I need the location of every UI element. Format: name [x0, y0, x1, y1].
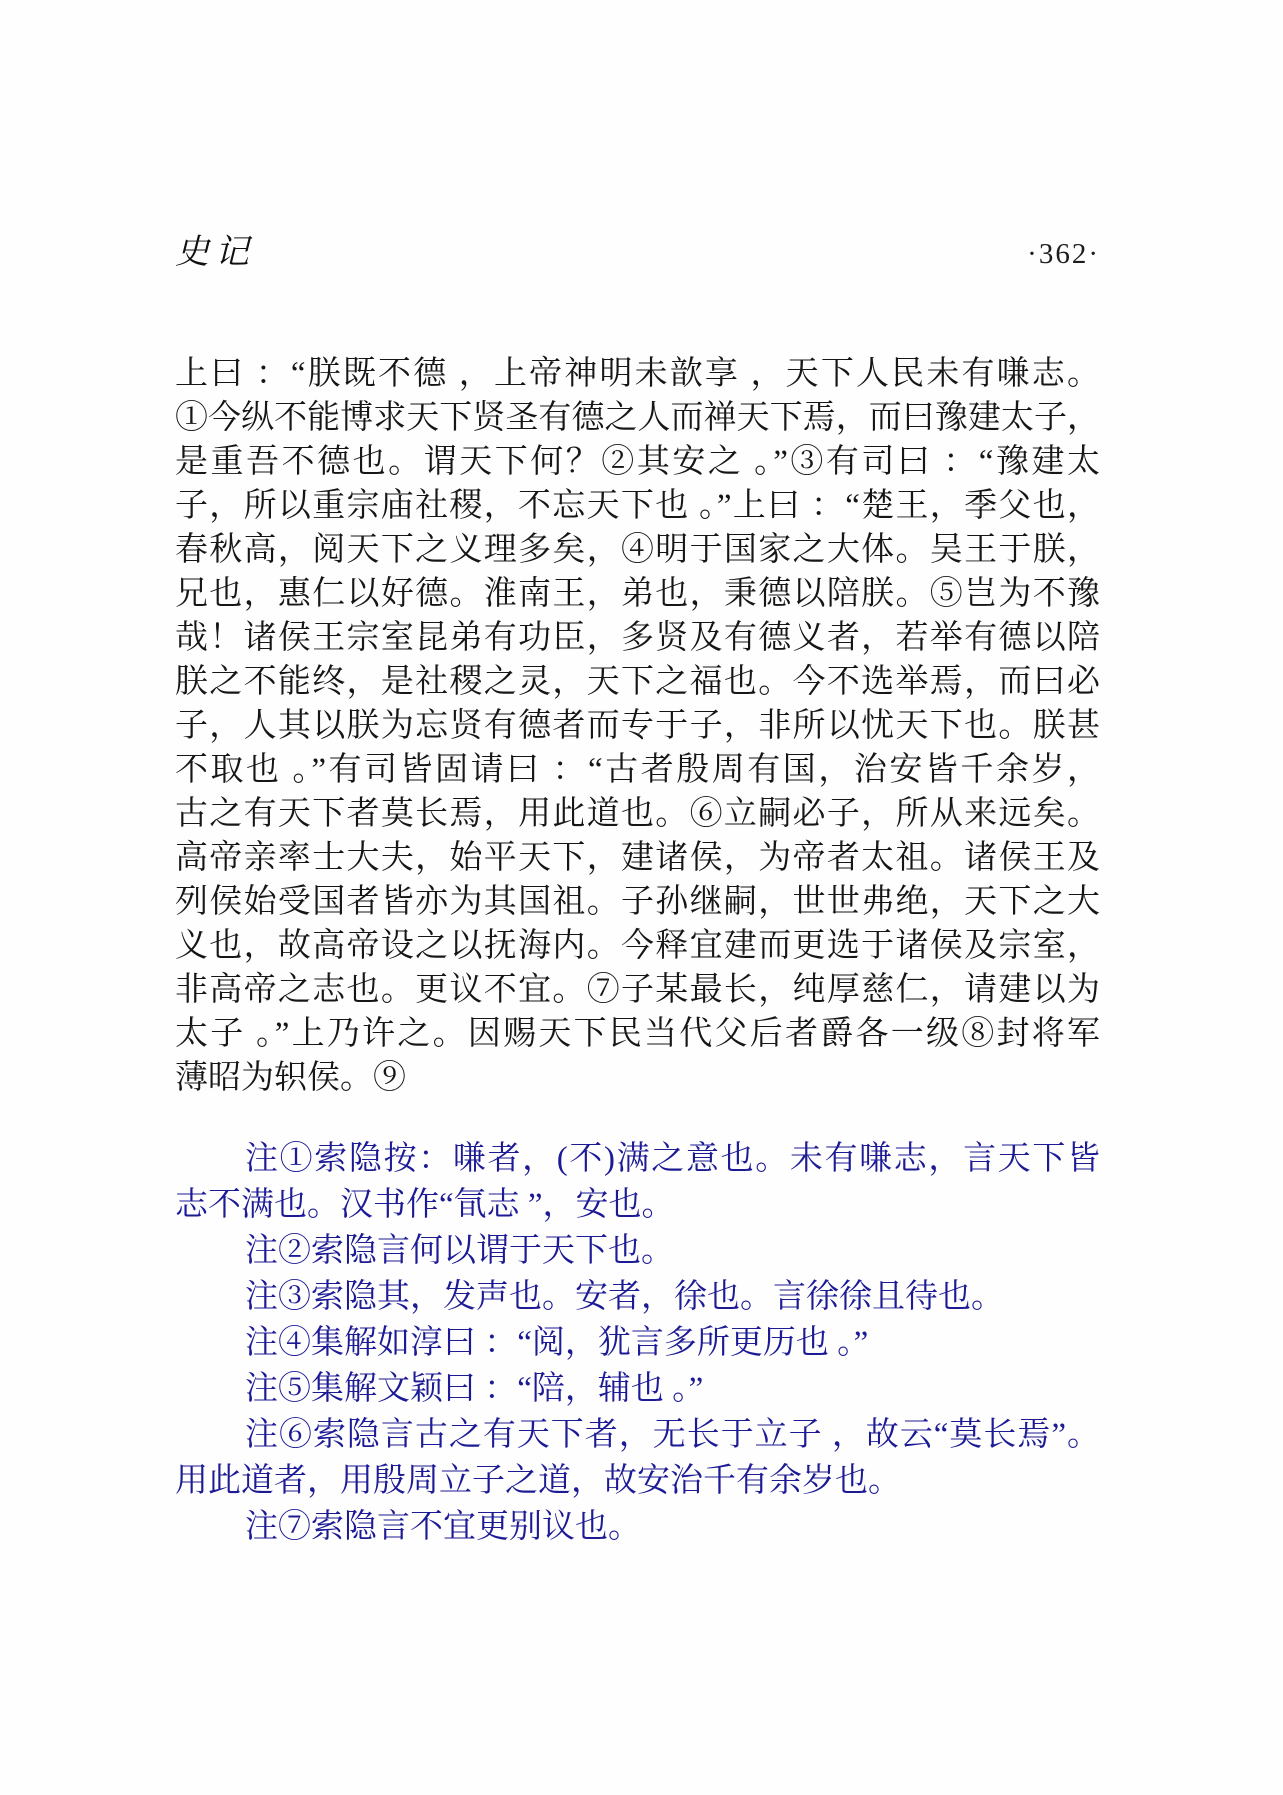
body-line: 不取也 。”有司皆固请曰 ：“古者殷周有国，治安皆千余岁， [175, 752, 1100, 788]
note-line: 注④集解如淳曰 ：“阅，犹言多所更历也 。” [245, 1325, 869, 1361]
page-number: ·362· [1027, 238, 1100, 270]
note-line: 注⑥索隐言古之有天下者，无长于立子 ，故云“莫长焉”。 [245, 1417, 1100, 1453]
note-line: 注⑦索隐言不宜更别议也。 [245, 1509, 641, 1545]
body-line: 古之有天下者莫长焉，用此道也。⑥立嗣必子，所从来远矣。 [175, 796, 1100, 832]
annotations-block [175, 1136, 1100, 1550]
main-text-block [175, 352, 1100, 1100]
body-line: 子，人其以朕为忘贤有德者而专于子，非所以忧天下也。朕甚 [175, 708, 1100, 744]
body-line: 子，所以重宗庙社稷，不忘天下也 。”上曰 ：“楚王，季父也， [175, 488, 1100, 524]
body-line: 太子 。”上乃许之。因赐天下民当代父后者爵各一级⑧封将军 [175, 1016, 1100, 1052]
note-line: 注⑤集解文颖曰 ：“陪，辅也 。” [245, 1371, 704, 1407]
body-line: 高帝亲率士大夫，始平天下，建诸侯，为帝者太祖。诸侯王及 [175, 840, 1100, 876]
book-title: 史记 [175, 234, 255, 271]
body-line: ①今纵不能博求天下贤圣有德之人而禅天下焉，而曰豫建太子， [175, 400, 1100, 436]
body-line: 列侯始受国者皆亦为其国祖。子孙继嗣，世世弗绝，天下之大 [175, 884, 1100, 920]
body-line: 兄也，惠仁以好德。淮南王，弟也，秉德以陪朕。⑤岂为不豫 [175, 576, 1100, 612]
note-line: 注②索隐言何以谓于天下也。 [245, 1233, 674, 1269]
note-line: 注③索隐其，发声也。安者，徐也。言徐徐且待也。 [245, 1279, 1004, 1315]
page-header [175, 224, 1100, 273]
body-line: 非高帝之志也。更议不宜。⑦子某最长，纯厚慈仁，请建以为 [175, 972, 1100, 1008]
body-line: 哉！诸侯王宗室昆弟有功臣，多贤及有德义者，若举有德以陪 [175, 620, 1100, 656]
note-line: 用此道者，用殷周立子之道，故安治千有余岁也。 [175, 1463, 901, 1499]
body-line: 春秋高，阅天下之义理多矣，④明于国家之大体。吴王于朕， [175, 532, 1100, 568]
body-line: 义也，故高帝设之以抚海内。今释宜建而更选于诸侯及宗室， [175, 928, 1100, 964]
note-line: 注①索隐按：嗛者，(不)满之意也。未有嗛志，言天下皆 [245, 1141, 1100, 1177]
body-line: 朕之不能终，是社稷之灵，天下之福也。今不选举焉，而曰必 [175, 664, 1100, 700]
body-line: 薄昭为轵侯。⑨ [175, 1060, 406, 1096]
body-line: 上曰 ：“朕既不德 ，上帝神明未歆享 ，天下人民未有嗛志。 [175, 356, 1100, 392]
note-line: 志不满也。汉书作“氜志 ”，安也。 [175, 1187, 675, 1223]
body-line: 是重吾不德也。谓天下何？②其安之 。”③有司曰 ：“豫建太 [175, 444, 1100, 480]
